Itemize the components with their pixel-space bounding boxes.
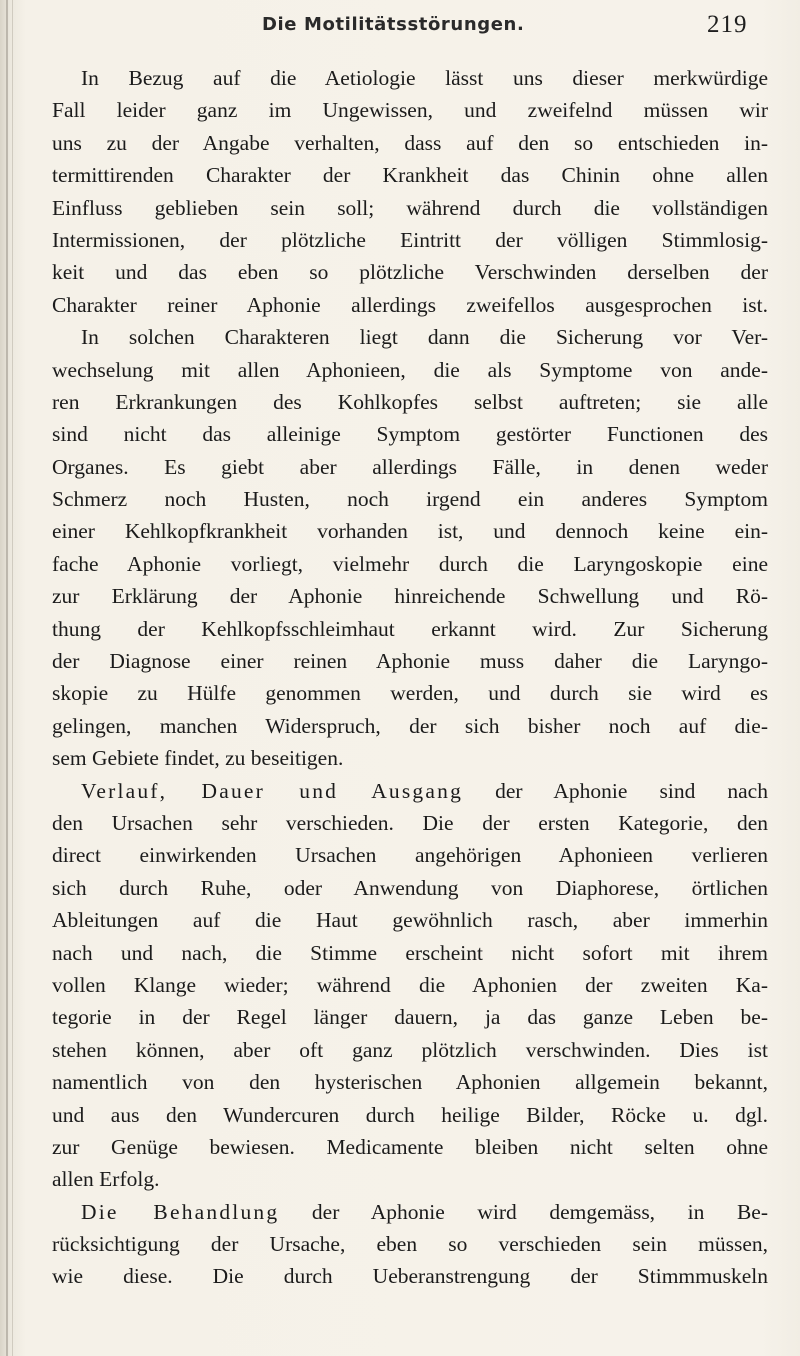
text-line: vollen Klange wieder; während die Aphonien der zweiten Ka-	[52, 972, 768, 997]
text-line: gelingen, manchen Widerspruch, der sich bisher noch auf die-	[52, 713, 768, 738]
text-line: zur Erklärung der Aphonie hinreichende Schwellung und Rö-	[52, 584, 768, 609]
text-line: Schmerz noch Husten, noch irgend ein anderes Symptom	[52, 487, 768, 512]
text-line: In solchen Charakteren liegt dann die Sicherung vor Ver-	[81, 325, 768, 350]
text-line: zur Genüge bewiesen. Medicamente bleiben nicht selten ohne	[52, 1134, 768, 1159]
text-line: rücksichtigung der Ursache, eben so verschieden sein müssen,	[52, 1232, 768, 1257]
text-line: Ableitungen auf die Haut gewöhnlich rasch, aber immerhin	[52, 908, 768, 933]
text-line: Charakter reiner Aphonie allerdings zweifellos ausgesprochen ist.	[52, 292, 768, 317]
text-line: einer Kehlkopfkrankheit vorhanden ist, und dennoch keine ein-	[52, 519, 768, 544]
text-line: termittirenden Charakter der Krankheit das Chinin ohne allen	[52, 163, 768, 188]
text-line: skopie zu Hülfe genommen werden, und durch sie wird es	[52, 681, 768, 706]
text-line: den Ursachen sehr verschieden. Die der ersten Kategorie, den	[52, 810, 768, 835]
text-line: sind nicht das alleinige Symptom gestörter Functionen des	[52, 422, 768, 447]
binding-edge	[6, 0, 8, 1356]
text-line: nach und nach, die Stimme erscheint nicht sofort mit ihrem	[52, 940, 768, 965]
text-line-rest: der Aphonie sind nach	[463, 778, 768, 803]
text-line: allen Erfolg.	[52, 1167, 160, 1192]
text-line	[52, 1196, 768, 1228]
text-line: keit und das eben so plötzliche Verschwinden derselben der	[52, 260, 768, 285]
text-line: wechselung mit allen Aphonieen, die als Symptome von ande-	[52, 357, 768, 382]
text-line: wie diese. Die durch Ueberanstrengung der Stimmmuskeln	[52, 1264, 768, 1289]
text-line: Fall leider ganz im Ungewissen, und zweifelnd müssen wir	[52, 98, 768, 123]
running-title: Die Motilitätsstörungen.	[262, 14, 525, 35]
text-line: Organes. Es giebt aber allerdings Fälle, in denen weder	[52, 454, 768, 479]
text-line: tegorie in der Regel länger dauern, ja das ganze Leben be-	[52, 1005, 768, 1030]
text-line: uns zu der Angabe verhalten, dass auf den so entschieden in-	[52, 130, 768, 155]
text-line: Einfluss geblieben sein soll; während durch die vollständigen	[52, 195, 768, 220]
text-line: namentlich von den hysterischen Aphonien allgemein bekannt,	[52, 1070, 768, 1095]
text-line: sich durch Ruhe, oder Anwendung von Diaphorese, örtlichen	[52, 875, 768, 900]
section-lead: Die Behandlung	[81, 1199, 280, 1224]
text-line	[52, 775, 768, 807]
page-number: 219	[707, 11, 748, 38]
text-line: der Diagnose einer reinen Aphonie muss daher die Laryngo-	[52, 649, 768, 674]
text-line: thung der Kehlkopfsschleimhaut erkannt wird. Zur Sicherung	[52, 616, 768, 641]
text-line: In Bezug auf die Aetiologie lässt uns dieser merkwürdige	[81, 66, 768, 90]
text-line: sem Gebiete findet, zu beseitigen.	[52, 746, 344, 771]
binding-shadow	[12, 0, 13, 1356]
section-lead: Verlauf, Dauer und Ausgang	[81, 778, 464, 803]
body-text	[52, 62, 768, 1293]
text-line: stehen können, aber oft ganz plötzlich verschwinden. Dies ist	[52, 1037, 768, 1062]
text-line: direct einwirkenden Ursachen angehörigen Aphonieen verlieren	[52, 843, 768, 868]
text-line: ren Erkrankungen des Kohlkopfes selbst auftreten; sie alle	[52, 389, 768, 414]
text-line: fache Aphonie vorliegt, vielmehr durch die Laryngoskopie eine	[52, 551, 768, 576]
text-line: und aus den Wundercuren durch heilige Bilder, Röcke u. dgl.	[52, 1102, 768, 1127]
text-line: Intermissionen, der plötzliche Eintritt der völligen Stimmlosig-	[52, 227, 768, 252]
text-line-rest: der Aphonie wird demgemäss, in Be-	[279, 1199, 768, 1224]
